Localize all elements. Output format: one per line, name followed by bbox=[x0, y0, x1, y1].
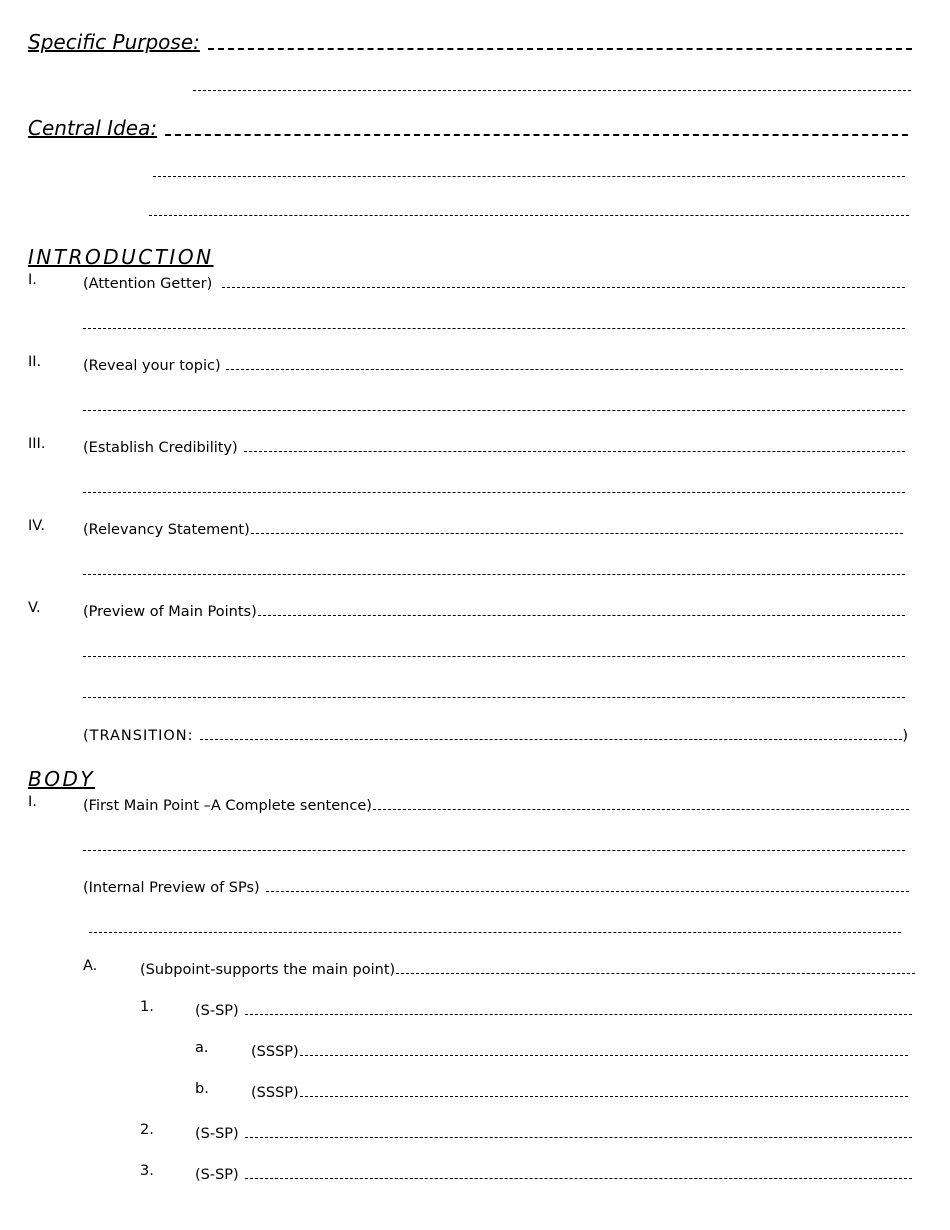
specific-purpose-field-line-2[interactable] bbox=[193, 90, 911, 91]
sssp-a-field[interactable] bbox=[300, 1055, 908, 1056]
intro-item-5-number: V. bbox=[28, 600, 41, 616]
internal-preview-label: (Internal Preview of SPs) bbox=[83, 880, 260, 896]
central-idea-label: Central Idea: bbox=[28, 116, 158, 140]
subpoint-label: (Subpoint-supports the main point) bbox=[140, 962, 396, 978]
intro-item-1-field-line-2[interactable] bbox=[83, 328, 905, 329]
central-idea-field[interactable] bbox=[165, 134, 908, 136]
transition-close-paren: ) bbox=[902, 728, 908, 744]
ssp-1-number: 1. bbox=[140, 999, 154, 1015]
internal-preview-field[interactable] bbox=[266, 891, 909, 892]
subpoint-row bbox=[140, 956, 915, 978]
intro-item-3-field[interactable] bbox=[244, 451, 905, 452]
transition-field[interactable] bbox=[200, 739, 903, 740]
ssp-3-row bbox=[195, 1161, 912, 1183]
intro-item-5-label: (Preview of Main Points) bbox=[83, 604, 257, 620]
specific-purpose-field[interactable] bbox=[208, 48, 912, 50]
intro-item-2-field[interactable] bbox=[226, 369, 903, 370]
body-main-point-number: I. bbox=[28, 794, 37, 810]
sssp-b-number: b. bbox=[195, 1081, 209, 1097]
intro-item-3-number: III. bbox=[28, 436, 46, 452]
internal-preview-row bbox=[83, 874, 909, 896]
ssp-1-label: (S-SP) bbox=[195, 1003, 239, 1019]
body-main-point-row bbox=[83, 792, 909, 814]
ssp-2-field[interactable] bbox=[245, 1137, 912, 1138]
ssp-1-field[interactable] bbox=[245, 1014, 912, 1015]
ssp-2-number: 2. bbox=[140, 1122, 154, 1138]
intro-item-3-field-line-2[interactable] bbox=[83, 492, 905, 493]
intro-item-4-number: IV. bbox=[28, 518, 45, 534]
intro-item-2-label: (Reveal your topic) bbox=[83, 358, 221, 374]
intro-item-1-row bbox=[83, 270, 905, 292]
intro-item-5-field[interactable] bbox=[258, 615, 905, 616]
sssp-b-label: (SSSP) bbox=[251, 1085, 299, 1101]
sssp-a-label: (SSSP) bbox=[251, 1044, 299, 1060]
intro-item-4-row bbox=[83, 516, 903, 538]
subpoint-field[interactable] bbox=[396, 973, 915, 974]
ssp-3-field[interactable] bbox=[245, 1178, 912, 1179]
ssp-1-row bbox=[195, 997, 912, 1019]
intro-item-2-number: II. bbox=[28, 354, 42, 370]
intro-item-4-label: (Relevancy Statement) bbox=[83, 522, 250, 538]
specific-purpose-label: Specific Purpose: bbox=[28, 30, 200, 54]
body-main-point-field-line-2[interactable] bbox=[83, 850, 905, 851]
specific-purpose-row bbox=[28, 28, 912, 54]
ssp-3-number: 3. bbox=[140, 1163, 154, 1179]
central-idea-field-line-3[interactable] bbox=[149, 215, 909, 216]
subpoint-number: A. bbox=[83, 958, 98, 974]
body-main-point-field[interactable] bbox=[373, 809, 909, 810]
intro-item-3-label: (Establish Credibility) bbox=[83, 440, 238, 456]
intro-item-5-field-line-3[interactable] bbox=[83, 697, 905, 698]
internal-preview-field-line-2[interactable] bbox=[89, 932, 901, 933]
transition-label: (TRANSITION: bbox=[83, 728, 194, 744]
intro-item-5-row bbox=[83, 598, 905, 620]
intro-item-4-field[interactable] bbox=[251, 533, 903, 534]
ssp-3-label: (S-SP) bbox=[195, 1167, 239, 1183]
intro-item-1-number: I. bbox=[28, 272, 37, 288]
intro-item-4-field-line-2[interactable] bbox=[83, 574, 905, 575]
ssp-2-row bbox=[195, 1120, 912, 1142]
intro-item-2-row bbox=[83, 352, 903, 374]
ssp-2-label: (S-SP) bbox=[195, 1126, 239, 1142]
body-heading: BODY bbox=[28, 767, 96, 791]
sssp-a-row bbox=[251, 1038, 908, 1060]
sssp-b-field[interactable] bbox=[300, 1096, 908, 1097]
introduction-heading: INTRODUCTION bbox=[28, 245, 214, 269]
intro-item-1-field[interactable] bbox=[222, 287, 905, 288]
central-idea-field-line-2[interactable] bbox=[153, 176, 905, 177]
intro-item-2-field-line-2[interactable] bbox=[83, 410, 905, 411]
intro-item-3-row bbox=[83, 434, 905, 456]
sssp-b-row bbox=[251, 1079, 908, 1101]
central-idea-row bbox=[28, 114, 908, 140]
transition-row bbox=[83, 722, 908, 744]
intro-item-5-field-line-2[interactable] bbox=[83, 656, 905, 657]
body-main-point-label: (First Main Point –A Complete sentence) bbox=[83, 798, 372, 814]
intro-item-1-label: (Attention Getter) bbox=[83, 276, 213, 292]
sssp-a-number: a. bbox=[195, 1040, 209, 1056]
